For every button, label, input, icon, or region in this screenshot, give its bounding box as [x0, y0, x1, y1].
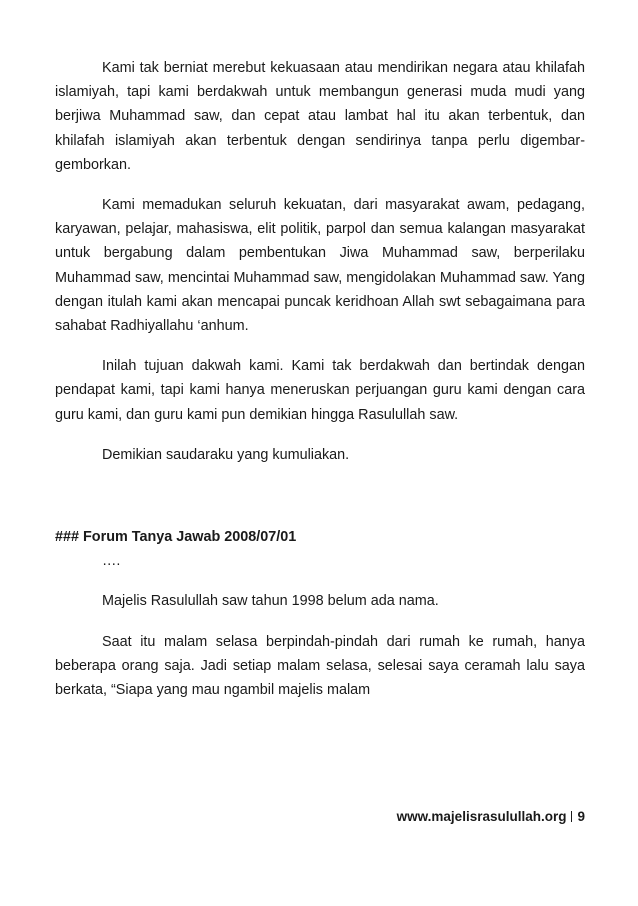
page-number: 9 — [577, 809, 585, 824]
paragraph-6: Saat itu malam selasa berpindah-pindah dari rumah ke rumah, hanya beberapa orang saja. Jadi setiap malam selasa, selesai saya ceramah lalu saya berkata, “Siapa yang mau ngambil majelis malam — [55, 633, 585, 699]
paragraph-4: Demikian saudaraku yang kumuliakan. — [102, 446, 350, 463]
paragraph-1: Kami tak berniat merebut kekuasaan atau mendirikan negara atau khilafah islamiyah, tapi kami berdakwah untuk membangun generasi muda mudi yang berjiwa Muhammad saw, dan cepat atau lambat hal itu akan terbentuk, dan khilafah islamiyah akan terbentuk dengan sendirinya tanpa perlu digembar-gemborkan. — [55, 60, 585, 173]
ellipsis-text: …. — [102, 553, 121, 570]
section-heading: ### Forum Tanya Jawab 2008/07/01 — [55, 529, 297, 546]
footer-website: www.majelisrasulullah.org — [396, 809, 567, 824]
page-footer — [397, 809, 585, 824]
paragraph-3: Inilah tujuan dakwah kami. Kami tak berdakwah dan bertindak dengan pendapat kami, tapi kami hanya meneruskan perjuangan guru kami dengan cara guru kami, dan guru kami pun demikian hingga Rasulullah saw. — [55, 358, 585, 423]
paragraph-2: Kami memadukan seluruh kekuatan, dari masyarakat awam, pedagang, karyawan, pelajar, mahasiswa, elit politik, parpol dan semua kalangan masyarakat untuk bergabung dalam pembentukan Jiwa Muhammad saw, berperilaku Muhammad saw, mencintai Muhammad saw, mengidolakan Muhammad saw. Yang dengan itulah kami akan mencapai puncak keridhoan Allah swt sebagaimana para sahabat Radhiyallahu ‘anhum. — [55, 197, 585, 335]
page-body — [55, 56, 585, 702]
paragraph-5: Majelis Rasulullah saw tahun 1998 belum ada nama. — [102, 593, 439, 610]
footer-separator — [571, 811, 572, 822]
